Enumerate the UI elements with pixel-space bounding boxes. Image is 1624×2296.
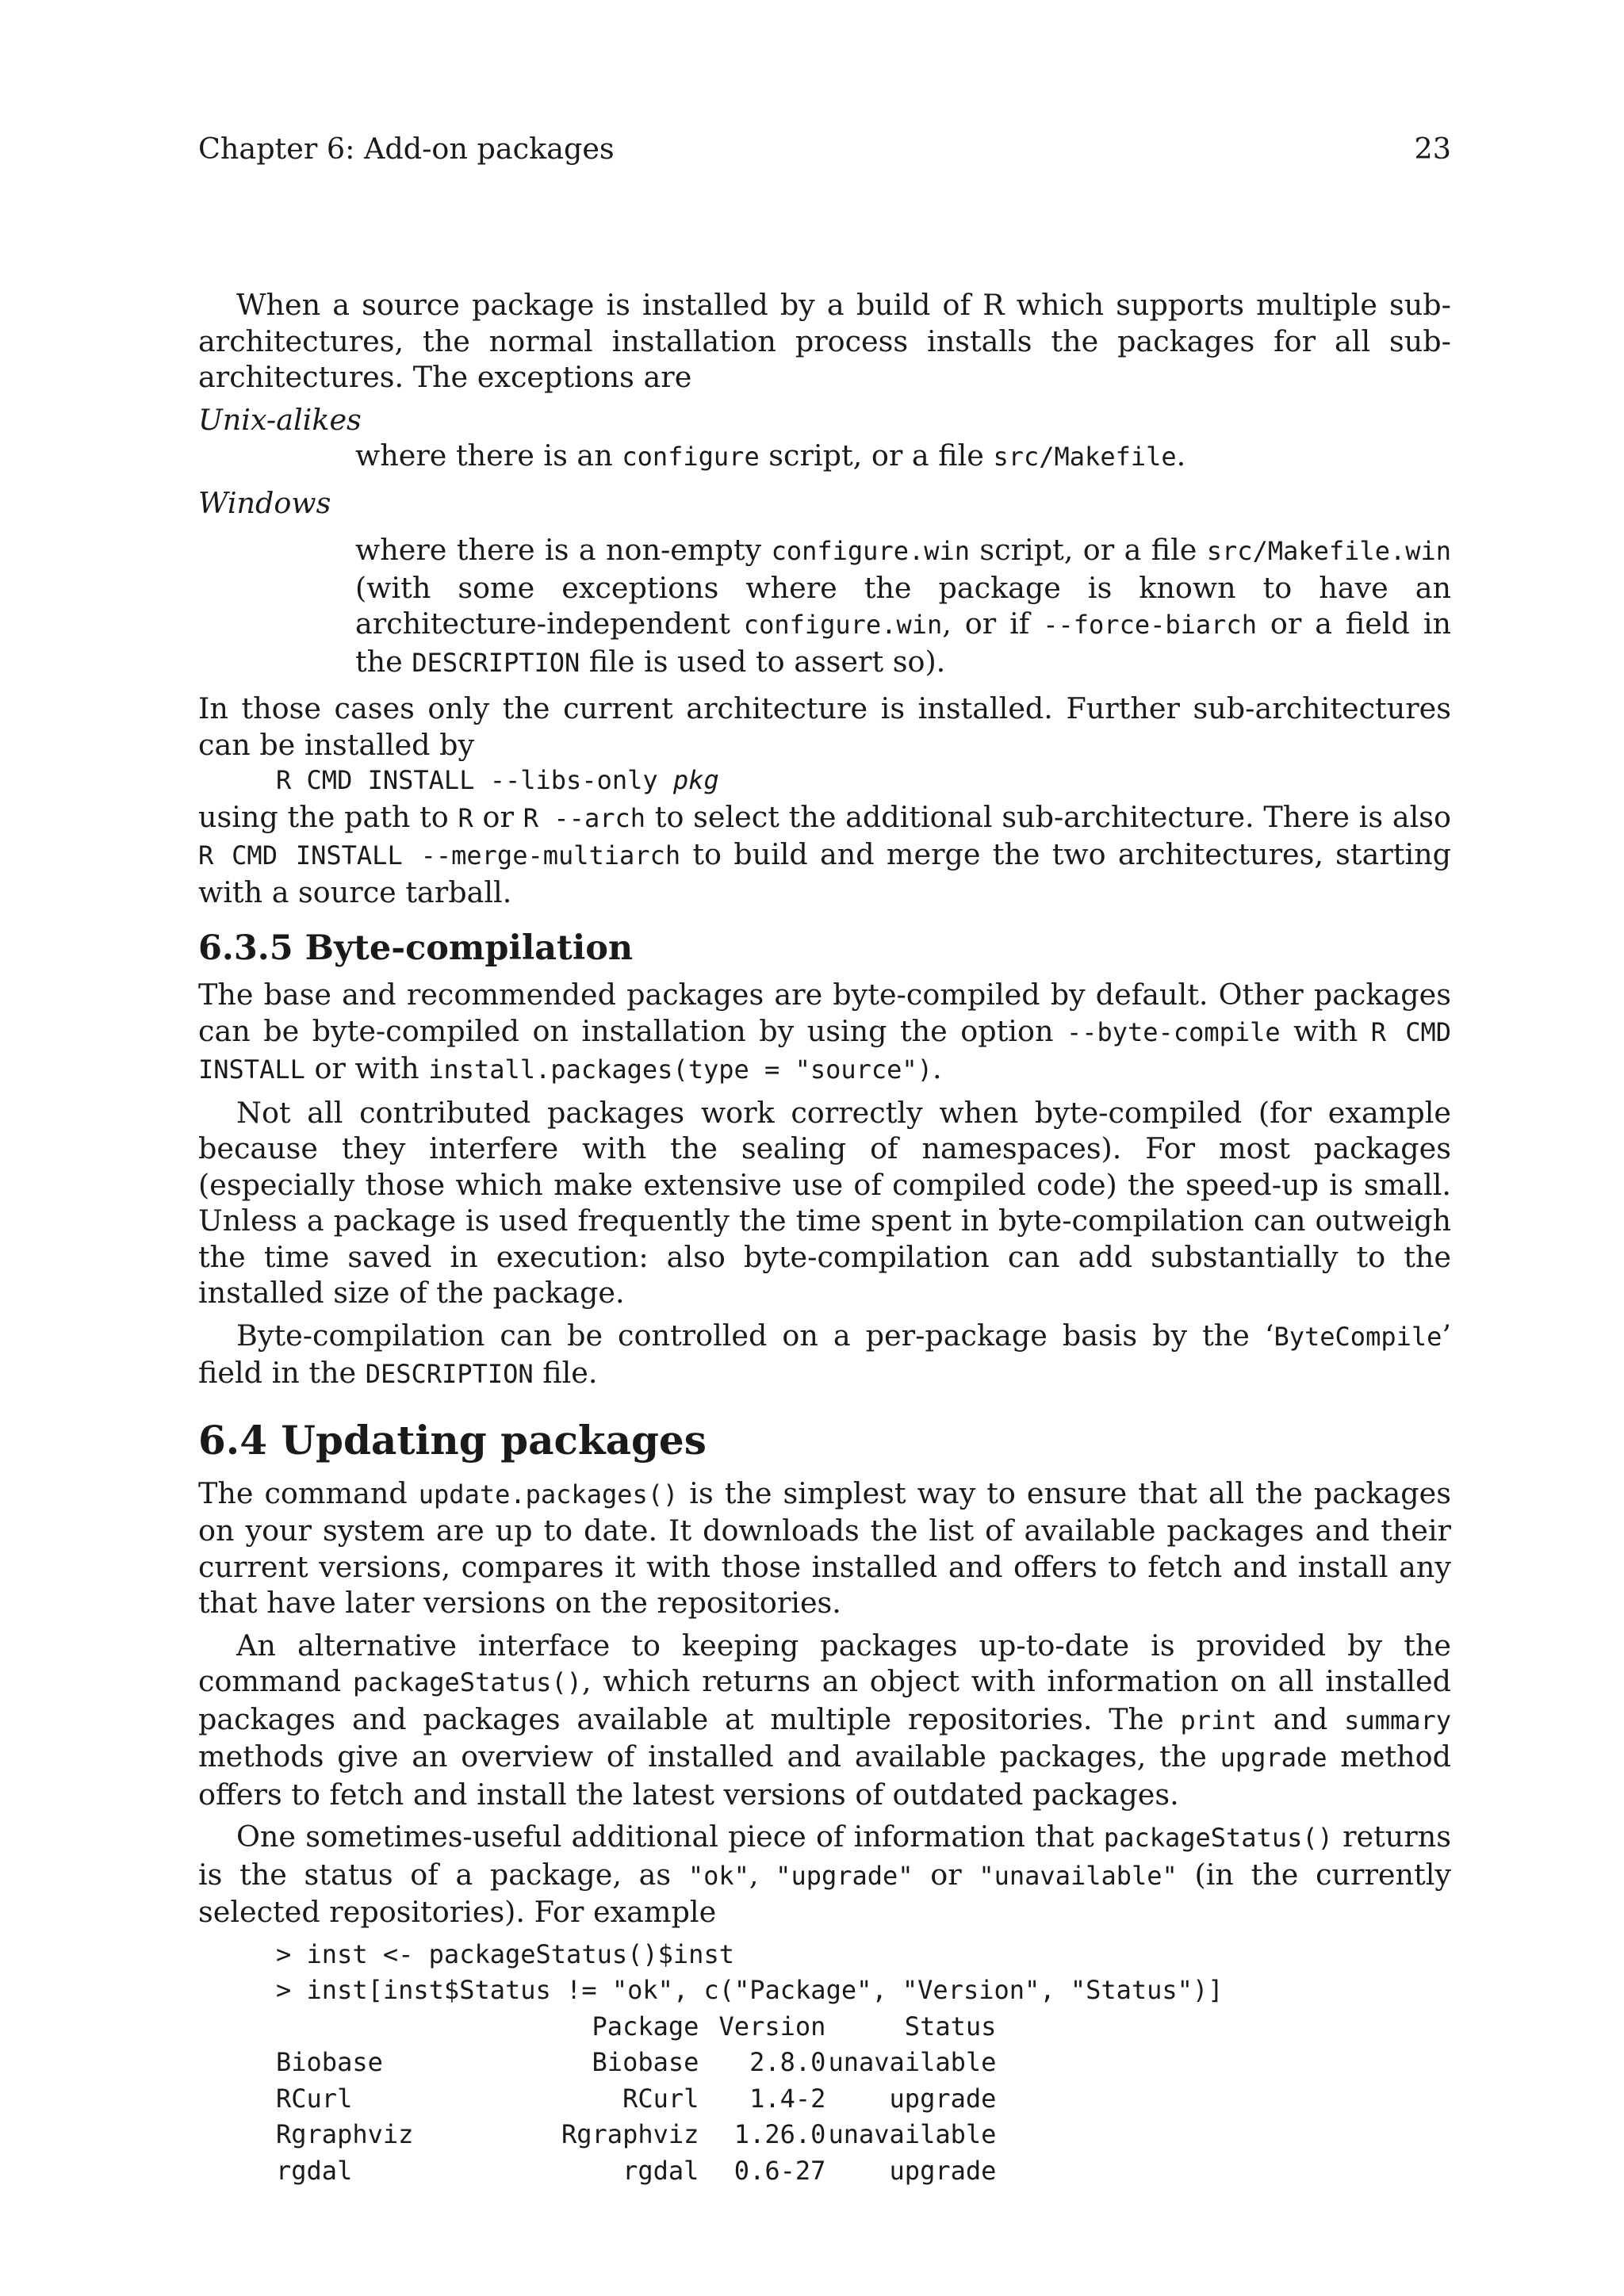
text: , which returns an object with information on all installed packages and packages available at multiple repositories. The [198, 1664, 1452, 1736]
table-cell: upgrade [889, 2155, 997, 2186]
code: R CMD INSTALL --libs-only [276, 765, 673, 795]
text: . [932, 1051, 942, 1085]
code: R [458, 802, 473, 833]
updating-paragraph-1 [198, 1475, 1451, 1621]
code: configure.win [743, 610, 943, 640]
code: packageStatus() [1103, 1823, 1333, 1853]
arch-paragraph-2 [198, 799, 1451, 911]
table-row [276, 2153, 996, 2190]
code: R --arch [523, 802, 646, 833]
code: packageStatus() [352, 1667, 582, 1697]
text: where there is a non-empty [355, 533, 772, 567]
code: src/Makefile [993, 442, 1177, 472]
code: summary [1344, 1705, 1451, 1735]
text: Byte-compilation can be controlled on a per-package basis by the ‘ [236, 1318, 1274, 1353]
code: R CMD INSTALL [198, 1016, 1452, 1085]
running-header [198, 131, 1451, 170]
table-cell: 1.4-2 [749, 2083, 826, 2114]
text: One sometimes-useful additional piece of information that [236, 1820, 1104, 1854]
bytecomp-paragraph-3 [198, 1318, 1451, 1393]
code: upgrade [1220, 1743, 1327, 1773]
package-status-table [276, 2009, 996, 2190]
table-header-cell [276, 2009, 561, 2045]
updating-paragraph-2 [198, 1628, 1451, 1813]
code: src/Makefile.win [1206, 536, 1452, 566]
table-cell: RCurl [622, 2083, 699, 2114]
table-cell: Biobase [592, 2047, 699, 2077]
text: and [1256, 1701, 1345, 1736]
def-windows [355, 532, 1451, 681]
page-number: 23 [1414, 132, 1451, 166]
table-cell: Biobase [276, 2047, 383, 2077]
text: file is used to assert so). [580, 644, 946, 679]
bytecomp-paragraph-2: Not all contributed packages work correctly when byte-compiled (for example because they interfere with the sealing of namespaces). For most packages (especially those which make extensive use of compiled code) the speed-up is small. Unless a package is used frequently the time spent in byte-compilation can outweigh the time saved in execution: also byte-compilation can add substantially to the installed size of the package. [198, 1095, 1451, 1310]
table-cell: 2.8.0 [749, 2047, 826, 2077]
section-heading-byte-compilation: 6.3.5 Byte-compilation [198, 928, 634, 968]
exceptions-list [198, 402, 1451, 682]
text: The command [198, 1475, 419, 1510]
text: returns is the status of a package, as [198, 1820, 1451, 1892]
code: configure [622, 442, 760, 472]
text: or a field in the [355, 607, 1452, 679]
text: or [913, 1857, 979, 1892]
table-cell: 1.26.0 [733, 2119, 826, 2149]
text: is the simplest way to ensure that all the packages on your system are up to date. It downloads the list of available packages and their current versions, compares it with those installed and offers to fetch and install any that have later versions on the repositories. [198, 1475, 1451, 1620]
text: methods give an overview of installed and available packages, the [198, 1739, 1220, 1774]
code: "ok" [688, 1860, 749, 1891]
text: (with some exceptions where the package is known to have an architecture-independent [355, 570, 1451, 641]
code: print [1180, 1705, 1257, 1735]
def-unix [355, 438, 1451, 476]
code-line-1: > inst <- packageStatus()$inst [276, 1938, 734, 1969]
code: DESCRIPTION [412, 647, 580, 678]
table-header-cell: Status [904, 2011, 997, 2042]
text: . [1176, 438, 1186, 473]
variable: pkg [672, 765, 719, 795]
text: , [749, 1857, 776, 1892]
code: ByteCompile [1274, 1321, 1442, 1352]
intro-paragraph: When a source package is installed by a build of R which supports multiple sub-architectures, the normal installation process installs the packages for all sub-architectures. The exceptions are [198, 288, 1451, 394]
text: An alternative interface to keeping packages up-to-date is provided by the command [198, 1628, 1451, 1698]
text: or [473, 799, 523, 834]
table-row [276, 2117, 996, 2153]
text: where there is an [355, 438, 622, 473]
text: to build and merge the two architectures, starting with a source tarball. [198, 837, 1451, 909]
section-heading-updating-packages: 6.4 Updating packages [198, 1416, 707, 1464]
text: script, or a file [759, 438, 994, 473]
text: method offers to fetch and install the latest versions of outdated packages. [198, 1739, 1451, 1812]
libs-only-example [276, 763, 1451, 799]
term-windows: Windows [198, 485, 331, 520]
table-cell: Rgraphviz [561, 2119, 699, 2149]
table-cell: upgrade [889, 2083, 997, 2114]
table-cell: 0.6-27 [733, 2155, 826, 2186]
code: DESCRIPTION [365, 1359, 534, 1389]
code: "unavailable" [979, 1860, 1178, 1891]
code: --force-biarch [1043, 610, 1257, 640]
text: , or if [942, 607, 1044, 641]
page-body [198, 287, 1451, 2189]
code: update.packages() [418, 1479, 679, 1510]
table-cell: rgdal [276, 2155, 353, 2186]
bytecomp-paragraph-1 [198, 977, 1451, 1089]
text: file. [533, 1356, 598, 1390]
table-header-cell: Version [718, 2011, 826, 2042]
text: using the path to [198, 799, 458, 834]
table-header-cell: Package [592, 2011, 699, 2042]
updating-paragraph-3 [198, 1819, 1451, 1931]
table-cell: unavailable [828, 2119, 997, 2149]
table-cell: Rgraphviz [276, 2119, 414, 2149]
code: "upgrade" [776, 1860, 914, 1891]
code: R CMD INSTALL --merge-multiarch [198, 840, 681, 871]
table-cell: rgdal [622, 2155, 699, 2186]
text: script, or a file [970, 533, 1207, 567]
table-cell: RCurl [276, 2083, 353, 2114]
chapter-title: Chapter 6: Add-on packages [198, 132, 615, 166]
text: The base and recommended packages are byte-compiled by default. Other packages can be byte-compiled on installation by using the option [198, 978, 1451, 1048]
table-row [276, 2081, 996, 2118]
code: --byte-compile [1066, 1016, 1281, 1047]
text: to select the additional sub-architecture. There is also [645, 799, 1451, 834]
table-header-row [276, 2009, 996, 2045]
table-cell: unavailable [828, 2047, 997, 2077]
code-line-2: > inst[inst$Status != "ok", c("Package", "Version", "Status")] [276, 1975, 1224, 2005]
term-unix: Unix-alikes [198, 402, 362, 437]
text: ’ field in the [198, 1318, 1451, 1390]
code: configure.win [771, 536, 971, 566]
text: with [1280, 1013, 1371, 1048]
arch-paragraph: In those cases only the current architecture is installed. Further sub-architectures can be installed by [198, 691, 1451, 762]
text: (in the currently selected repositories). For example [198, 1857, 1451, 1929]
text: or with [304, 1051, 429, 1085]
table-row [276, 2045, 996, 2081]
code: install.packages(type = "source") [428, 1054, 933, 1085]
